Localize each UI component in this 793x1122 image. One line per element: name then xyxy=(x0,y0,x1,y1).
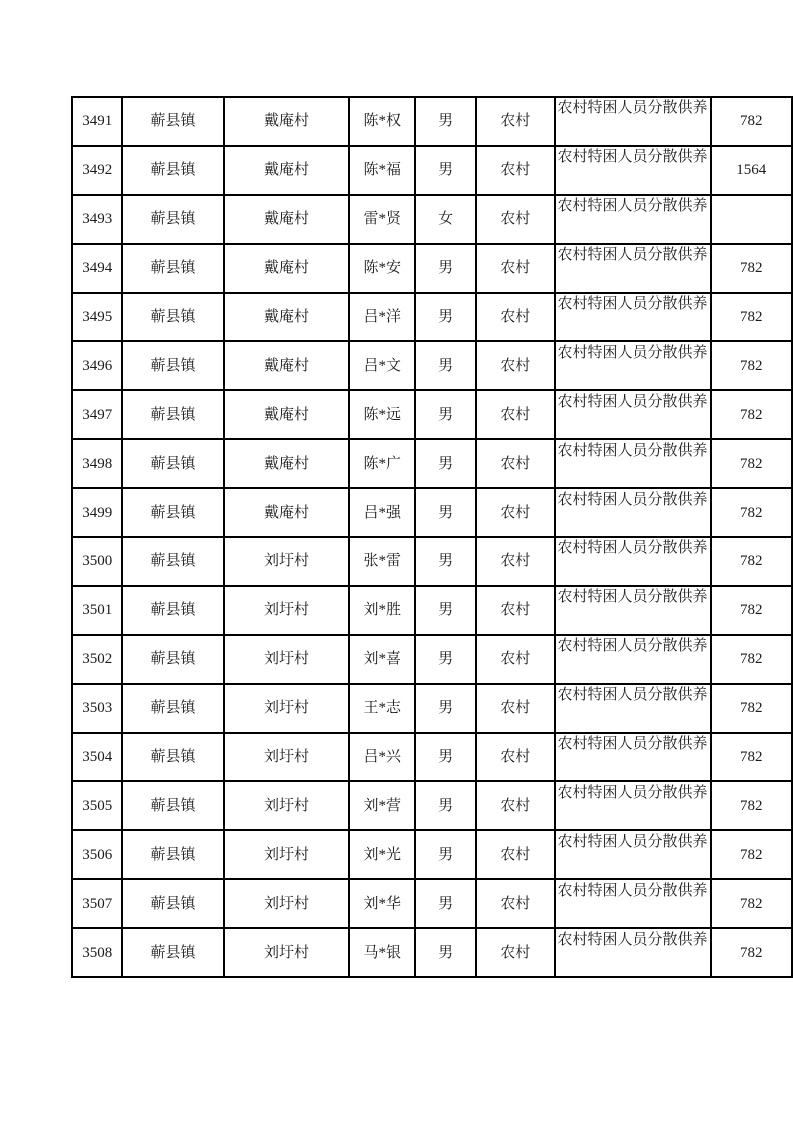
cell-village: 刘圩村 xyxy=(224,928,350,977)
cell-person-name: 刘*胜 xyxy=(349,586,415,635)
cell-amount: 782 xyxy=(711,244,792,293)
cell-amount: 782 xyxy=(711,537,792,586)
table-row xyxy=(72,537,792,586)
cell-residence-type: 农村 xyxy=(476,781,555,830)
cell-residence-type: 农村 xyxy=(476,684,555,733)
cell-residence-type: 农村 xyxy=(476,341,555,390)
cell-town: 蕲县镇 xyxy=(122,146,223,195)
cell-gender: 男 xyxy=(415,97,476,146)
cell-town: 蕲县镇 xyxy=(122,293,223,342)
assistance-category-text: 农村特困人员分散供养 xyxy=(557,491,708,508)
cell-town: 蕲县镇 xyxy=(122,341,223,390)
cell-gender: 男 xyxy=(415,586,476,635)
cell-village: 刘圩村 xyxy=(224,879,350,928)
table-row xyxy=(72,830,792,879)
cell-gender: 男 xyxy=(415,781,476,830)
cell-sequence-number: 3508 xyxy=(72,928,122,977)
cell-assistance-category xyxy=(555,390,711,439)
table-row xyxy=(72,146,792,195)
cell-sequence-number: 3493 xyxy=(72,195,122,244)
cell-residence-type: 农村 xyxy=(476,439,555,488)
cell-village: 戴庵村 xyxy=(224,195,350,244)
cell-person-name: 吕*强 xyxy=(349,488,415,537)
cell-town: 蕲县镇 xyxy=(122,781,223,830)
cell-sequence-number: 3499 xyxy=(72,488,122,537)
cell-person-name: 陈*安 xyxy=(349,244,415,293)
cell-amount: 1564 xyxy=(711,146,792,195)
cell-town: 蕲县镇 xyxy=(122,586,223,635)
cell-gender: 男 xyxy=(415,635,476,684)
assistance-category-text: 农村特困人员分散供养 xyxy=(557,638,708,655)
cell-amount: 782 xyxy=(711,830,792,879)
table-row xyxy=(72,586,792,635)
cell-gender: 男 xyxy=(415,244,476,293)
table-row xyxy=(72,488,792,537)
cell-assistance-category xyxy=(555,830,711,879)
cell-town: 蕲县镇 xyxy=(122,879,223,928)
table-row xyxy=(72,879,792,928)
cell-village: 戴庵村 xyxy=(224,97,350,146)
cell-town: 蕲县镇 xyxy=(122,928,223,977)
cell-assistance-category xyxy=(555,733,711,782)
cell-amount: 782 xyxy=(711,439,792,488)
cell-assistance-category xyxy=(555,97,711,146)
cell-town: 蕲县镇 xyxy=(122,195,223,244)
cell-assistance-category xyxy=(555,586,711,635)
cell-gender: 男 xyxy=(415,488,476,537)
cell-amount: 782 xyxy=(711,390,792,439)
cell-gender: 男 xyxy=(415,293,476,342)
cell-gender: 男 xyxy=(415,439,476,488)
assistance-category-text: 农村特困人员分散供养 xyxy=(557,687,708,704)
cell-village: 戴庵村 xyxy=(224,341,350,390)
cell-residence-type: 农村 xyxy=(476,97,555,146)
cell-assistance-category xyxy=(555,146,711,195)
cell-sequence-number: 3495 xyxy=(72,293,122,342)
cell-sequence-number: 3503 xyxy=(72,684,122,733)
cell-town: 蕲县镇 xyxy=(122,830,223,879)
cell-sequence-number: 3500 xyxy=(72,537,122,586)
cell-gender: 男 xyxy=(415,684,476,733)
cell-residence-type: 农村 xyxy=(476,586,555,635)
cell-town: 蕲县镇 xyxy=(122,684,223,733)
cell-town: 蕲县镇 xyxy=(122,439,223,488)
cell-person-name: 陈*远 xyxy=(349,390,415,439)
cell-village: 刘圩村 xyxy=(224,684,350,733)
cell-amount: 782 xyxy=(711,733,792,782)
assistance-category-text: 农村特困人员分散供养 xyxy=(557,149,708,166)
cell-town: 蕲县镇 xyxy=(122,97,223,146)
cell-amount: 782 xyxy=(711,341,792,390)
cell-town: 蕲县镇 xyxy=(122,635,223,684)
cell-person-name: 张*雷 xyxy=(349,537,415,586)
cell-person-name: 雷*贤 xyxy=(349,195,415,244)
cell-village: 戴庵村 xyxy=(224,146,350,195)
cell-sequence-number: 3496 xyxy=(72,341,122,390)
cell-town: 蕲县镇 xyxy=(122,733,223,782)
cell-village: 戴庵村 xyxy=(224,293,350,342)
cell-village: 刘圩村 xyxy=(224,537,350,586)
cell-residence-type: 农村 xyxy=(476,146,555,195)
cell-residence-type: 农村 xyxy=(476,293,555,342)
cell-amount: 782 xyxy=(711,488,792,537)
assistance-category-text: 农村特困人员分散供养 xyxy=(557,393,708,410)
cell-residence-type: 农村 xyxy=(476,830,555,879)
table-row xyxy=(72,684,792,733)
cell-sequence-number: 3504 xyxy=(72,733,122,782)
cell-gender: 男 xyxy=(415,537,476,586)
assistance-category-text: 农村特困人员分散供养 xyxy=(557,247,708,264)
table-row xyxy=(72,928,792,977)
cell-assistance-category xyxy=(555,439,711,488)
cell-sequence-number: 3498 xyxy=(72,439,122,488)
assistance-category-text: 农村特困人员分散供养 xyxy=(557,833,708,850)
cell-person-name: 吕*文 xyxy=(349,341,415,390)
cell-gender: 男 xyxy=(415,341,476,390)
assistance-category-text: 农村特困人员分散供养 xyxy=(557,442,708,459)
cell-village: 刘圩村 xyxy=(224,635,350,684)
cell-sequence-number: 3507 xyxy=(72,879,122,928)
cell-person-name: 马*银 xyxy=(349,928,415,977)
cell-assistance-category xyxy=(555,684,711,733)
cell-assistance-category xyxy=(555,879,711,928)
cell-assistance-category xyxy=(555,537,711,586)
cell-village: 刘圩村 xyxy=(224,733,350,782)
cell-village: 戴庵村 xyxy=(224,488,350,537)
cell-amount: 782 xyxy=(711,293,792,342)
cell-assistance-category xyxy=(555,488,711,537)
table-row xyxy=(72,390,792,439)
assistance-category-text: 农村特困人员分散供养 xyxy=(557,198,708,215)
table-row xyxy=(72,293,792,342)
table-row xyxy=(72,439,792,488)
cell-gender: 男 xyxy=(415,733,476,782)
cell-village: 刘圩村 xyxy=(224,781,350,830)
cell-residence-type: 农村 xyxy=(476,733,555,782)
cell-town: 蕲县镇 xyxy=(122,488,223,537)
cell-assistance-category xyxy=(555,341,711,390)
cell-person-name: 刘*营 xyxy=(349,781,415,830)
cell-gender: 男 xyxy=(415,146,476,195)
assistance-category-text: 农村特困人员分散供养 xyxy=(557,100,708,117)
assistance-category-text: 农村特困人员分散供养 xyxy=(557,296,708,312)
cell-amount xyxy=(711,195,792,244)
cell-person-name: 吕*洋 xyxy=(349,293,415,342)
cell-gender: 女 xyxy=(415,195,476,244)
cell-amount: 782 xyxy=(711,635,792,684)
cell-person-name: 王*志 xyxy=(349,684,415,733)
cell-amount: 782 xyxy=(711,684,792,733)
assistance-category-text: 农村特困人员分散供养 xyxy=(557,784,708,801)
cell-village: 戴庵村 xyxy=(224,390,350,439)
cell-assistance-category xyxy=(555,244,711,293)
welfare-recipients-table xyxy=(71,96,793,978)
cell-residence-type: 农村 xyxy=(476,390,555,439)
cell-village: 戴庵村 xyxy=(224,244,350,293)
cell-sequence-number: 3502 xyxy=(72,635,122,684)
cell-sequence-number: 3491 xyxy=(72,97,122,146)
cell-sequence-number: 3492 xyxy=(72,146,122,195)
cell-town: 蕲县镇 xyxy=(122,390,223,439)
cell-residence-type: 农村 xyxy=(476,635,555,684)
cell-residence-type: 农村 xyxy=(476,488,555,537)
cell-village: 刘圩村 xyxy=(224,830,350,879)
cell-sequence-number: 3506 xyxy=(72,830,122,879)
assistance-category-text: 农村特困人员分散供养 xyxy=(557,540,708,557)
cell-village: 戴庵村 xyxy=(224,439,350,488)
table-row xyxy=(72,195,792,244)
assistance-category-text: 农村特困人员分散供养 xyxy=(557,344,708,361)
cell-gender: 男 xyxy=(415,928,476,977)
cell-residence-type: 农村 xyxy=(476,195,555,244)
cell-gender: 男 xyxy=(415,830,476,879)
assistance-category-text: 农村特困人员分散供养 xyxy=(557,589,708,606)
cell-person-name: 刘*喜 xyxy=(349,635,415,684)
cell-village: 刘圩村 xyxy=(224,586,350,635)
assistance-category-text: 农村特困人员分散供养 xyxy=(557,736,708,753)
cell-person-name: 陈*福 xyxy=(349,146,415,195)
table-row xyxy=(72,341,792,390)
cell-assistance-category xyxy=(555,195,711,244)
cell-town: 蕲县镇 xyxy=(122,244,223,293)
cell-residence-type: 农村 xyxy=(476,879,555,928)
cell-residence-type: 农村 xyxy=(476,928,555,977)
cell-sequence-number: 3505 xyxy=(72,781,122,830)
table-row xyxy=(72,781,792,830)
cell-assistance-category xyxy=(555,293,711,342)
cell-amount: 782 xyxy=(711,586,792,635)
cell-amount: 782 xyxy=(711,879,792,928)
assistance-category-text: 农村特困人员分散供养 xyxy=(557,931,708,948)
cell-amount: 782 xyxy=(711,97,792,146)
cell-person-name: 刘*光 xyxy=(349,830,415,879)
assistance-category-text: 农村特困人员分散供养 xyxy=(557,882,708,899)
cell-gender: 男 xyxy=(415,879,476,928)
cell-residence-type: 农村 xyxy=(476,537,555,586)
cell-gender: 男 xyxy=(415,390,476,439)
cell-person-name: 陈*广 xyxy=(349,439,415,488)
table-row xyxy=(72,97,792,146)
cell-person-name: 吕*兴 xyxy=(349,733,415,782)
cell-assistance-category xyxy=(555,928,711,977)
cell-person-name: 陈*权 xyxy=(349,97,415,146)
cell-person-name: 刘*华 xyxy=(349,879,415,928)
table-row xyxy=(72,733,792,782)
cell-residence-type: 农村 xyxy=(476,244,555,293)
cell-sequence-number: 3501 xyxy=(72,586,122,635)
table-row xyxy=(72,244,792,293)
cell-sequence-number: 3497 xyxy=(72,390,122,439)
cell-amount: 782 xyxy=(711,928,792,977)
table-row xyxy=(72,635,792,684)
cell-assistance-category xyxy=(555,635,711,684)
cell-sequence-number: 3494 xyxy=(72,244,122,293)
cell-amount: 782 xyxy=(711,781,792,830)
cell-town: 蕲县镇 xyxy=(122,537,223,586)
cell-assistance-category xyxy=(555,781,711,830)
